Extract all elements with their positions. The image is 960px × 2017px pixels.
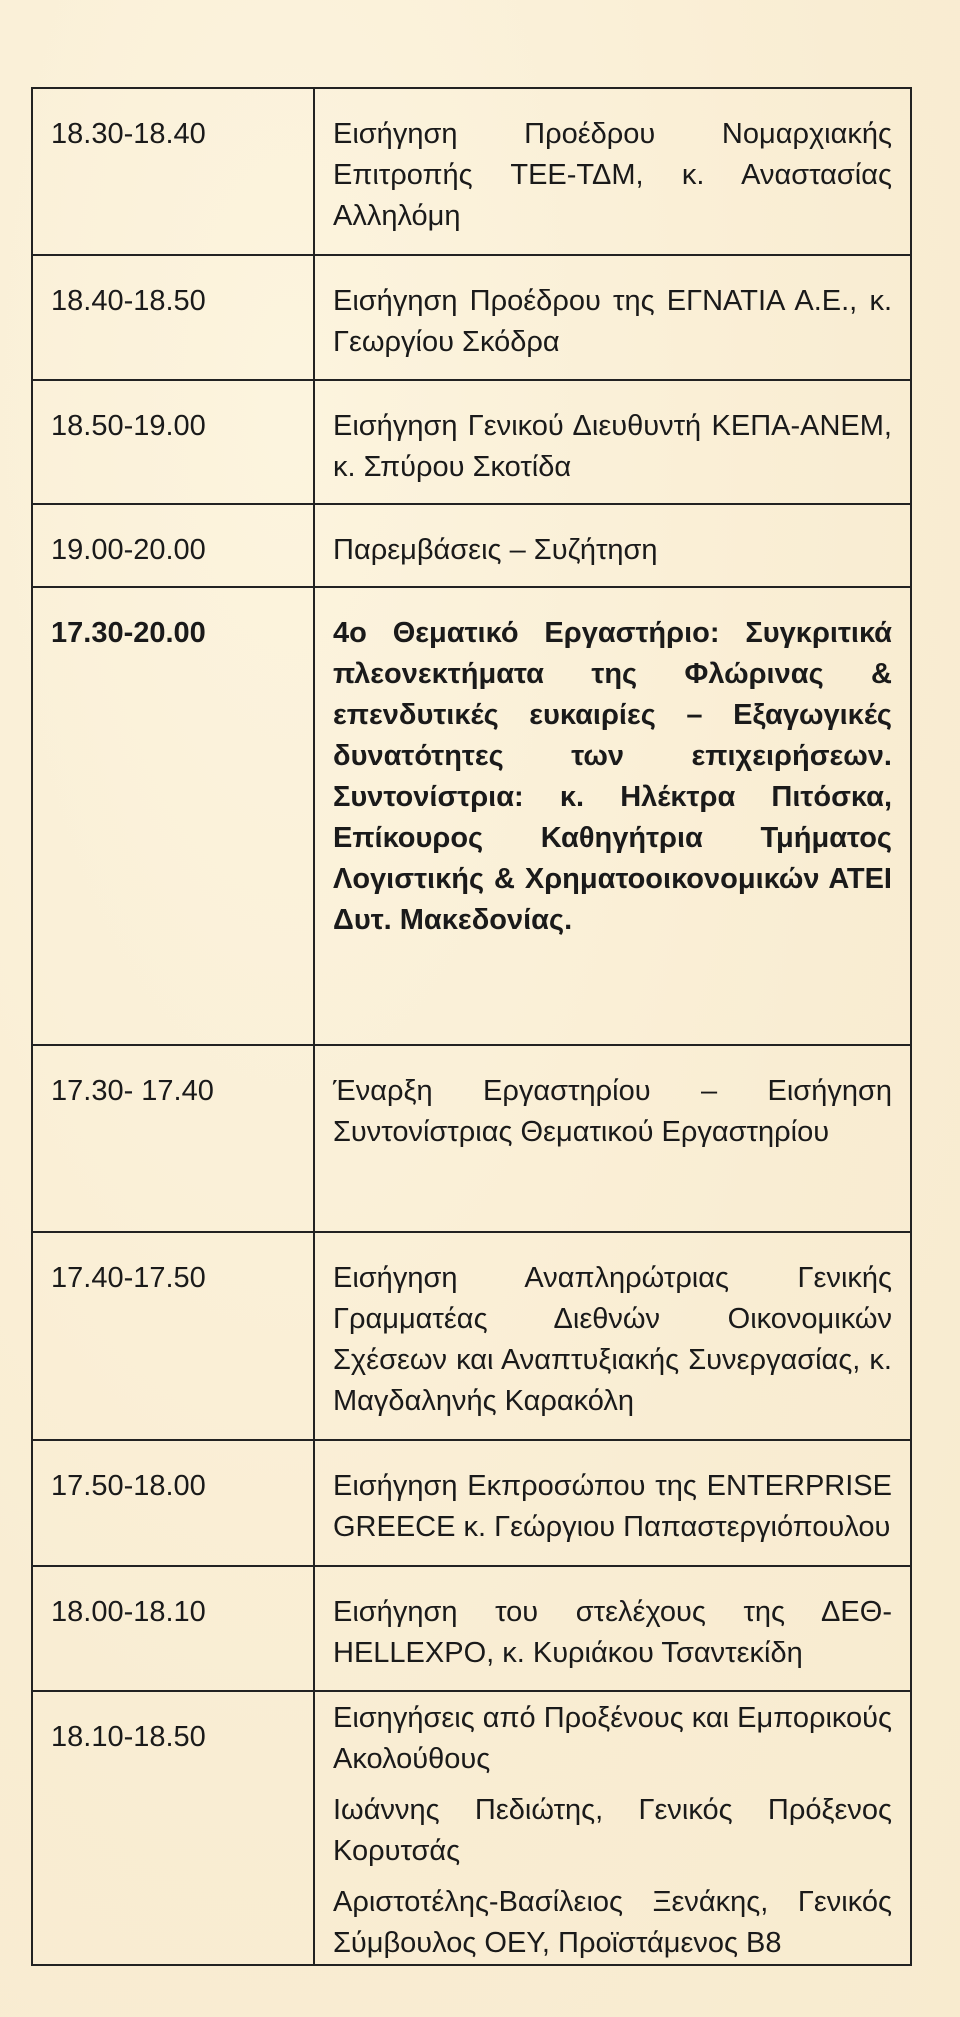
time-cell: 17.50-18.00 <box>32 1440 314 1566</box>
description-text: Εισήγηση Εκπροσώπου της ENTERPRISE GREECE κ. Γεώργιου Παπαστεργιόπουλου <box>333 1470 892 1543</box>
time-cell: 18.40-18.50 <box>32 255 314 380</box>
table-row <box>32 1045 911 1232</box>
time-cell: 17.30-20.00 <box>32 587 314 1045</box>
description-cell <box>314 88 911 255</box>
table-row <box>32 1232 911 1440</box>
time-cell: 18.30-18.40 <box>32 88 314 255</box>
time-cell: 18.50-19.00 <box>32 380 314 504</box>
description-cell <box>314 255 911 380</box>
description-cell <box>314 504 911 587</box>
table-row <box>32 1440 911 1566</box>
description-text: Εισήγηση Προέδρου της ΕΓΝΑΤΙΑ Α.Ε., κ. Γεωργίου Σκόδρα <box>333 285 892 358</box>
table-row <box>32 504 911 587</box>
table-row <box>32 1566 911 1691</box>
time-cell: 18.10-18.50 <box>32 1691 314 1965</box>
description-text: Έναρξη Εργαστηρίου – Εισήγηση Συντονίστριας Θεματικού Εργαστηρίου <box>333 1075 892 1148</box>
table-row <box>32 255 911 380</box>
description-cell <box>314 1232 911 1440</box>
description-cell <box>314 1440 911 1566</box>
time-cell: 18.00-18.10 <box>32 1566 314 1691</box>
table-row <box>32 88 911 255</box>
time-cell: 19.00-20.00 <box>32 504 314 587</box>
description-cell <box>314 380 911 504</box>
schedule-body <box>32 88 911 1965</box>
time-cell: 17.30- 17.40 <box>32 1045 314 1232</box>
description-cell <box>314 1045 911 1232</box>
description-text: Παρεμβάσεις – Συζήτηση <box>333 534 658 566</box>
description-text: Εισήγηση Αναπληρώτριας Γενικής Γραμματέας Διεθνών Οικονομικών Σχέσεων και Αναπτυξιακής Συνεργασίας, κ. Μαγδαληνής Καρακόλη <box>333 1262 892 1417</box>
description-cell <box>314 1566 911 1691</box>
workshop-title: 4ο Θεματικό Εργαστήριο: Συγκριτικά πλεονεκτήματα της Φλώρινας & επενδυτικές ευκαιρίες – Εξαγωγικές δυνατότητες των επιχειρήσεων. Συντονίστρια: κ. Ηλέκτρα Πιτόσκα, Επίκουρος Καθηγήτρια Τμήματος Λογιστικής & Χρηματοοικονομικών ΑΤΕΙ Δυτ. Μακεδονίας. <box>333 617 892 936</box>
description-cell <box>314 1691 911 1965</box>
description-text: Εισήγηση του στελέχους της ΔΕΘ-HELLEXPO, κ. Κυριάκου Τσαντεκίδη <box>333 1596 892 1669</box>
table-row <box>32 380 911 504</box>
consul-entry: Ιωάννης Πεδιώτης, Γενικός Πρόξενος Κορυτσάς <box>333 1794 892 1867</box>
time-cell: 17.40-17.50 <box>32 1232 314 1440</box>
table-row <box>32 1691 911 1965</box>
advisor-entry: Αριστοτέλης-Βασίλειος Ξενάκης, Γενικός Σύμβουλος ΟΕΥ, Προϊστάμενος Β8 <box>333 1886 892 1959</box>
description-text: Εισηγήσεις από Προξένους και Εμπορικούς Ακολούθους <box>333 1702 892 1775</box>
description-text: Εισήγηση Γενικού Διευθυντή ΚΕΠΑ-ΑΝΕΜ, κ. Σπύρου Σκοτίδα <box>333 410 892 483</box>
schedule-table <box>31 87 912 1966</box>
workshop-header-row <box>32 587 911 1045</box>
description-text: Εισήγηση Προέδρου Νομαρχιακής Επιτροπής ΤΕΕ-ΤΔΜ, κ. Αναστασίας Αλληλόμη <box>333 118 892 232</box>
description-cell <box>314 587 911 1045</box>
